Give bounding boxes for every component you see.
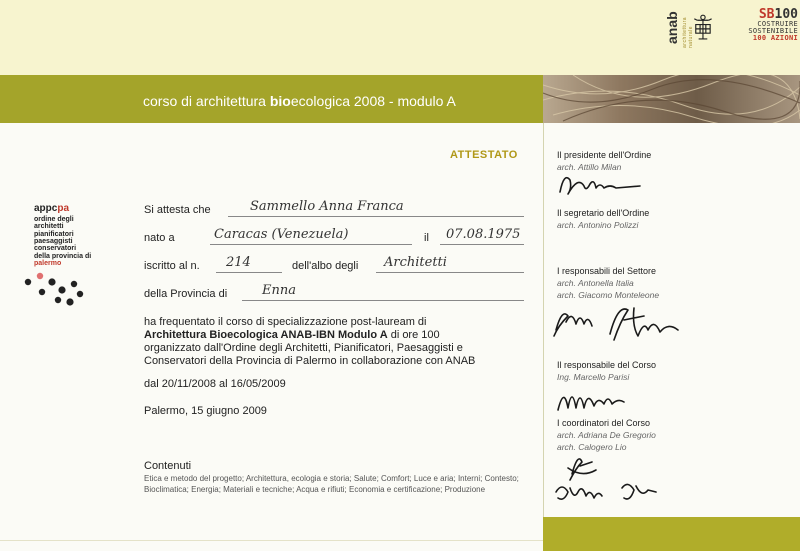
iscritto-line: [216, 272, 282, 273]
appcpa-desc-line: ordine degli: [34, 216, 74, 223]
signatory-role: I coordinatori del Corso: [557, 418, 651, 428]
anab-logo-subtext: architettura naturale: [682, 16, 694, 48]
nato-line: [210, 244, 412, 245]
course-dates: dal 20/11/2008 al 16/05/2009: [144, 378, 286, 390]
para-line3: organizzato dall'Ordine degli Architetti, Pianificatori, Paesaggisti e: [144, 342, 463, 354]
header-band: [0, 0, 800, 75]
column-separator: [543, 123, 544, 517]
appcpa-desc-line: paesaggisti: [34, 238, 73, 246]
signatory-role: Il responsabile del Corso: [557, 360, 657, 370]
signatory-role: I responsabili del Settore: [557, 266, 657, 276]
contents-title: Contenuti: [144, 460, 192, 472]
iscritto-value: 214: [226, 255, 251, 270]
signatory-name: Ing. Marcello Parisi: [557, 372, 630, 382]
il-label: il: [424, 232, 429, 244]
sb-line3: 100 AZIONI: [752, 34, 798, 42]
issue-place-date: Palermo, 15 giugno 2009: [144, 405, 267, 417]
si-attesta-line: [228, 216, 524, 217]
course-title-pre: corso di architettura: [143, 93, 270, 109]
para-line2-rest: di ore 100: [387, 329, 440, 341]
para-line1: ha frequentato il corso di specializzazione post-lauream di: [144, 316, 427, 328]
appcpa-desc-city: palermo: [34, 260, 62, 268]
signatory-name: arch. Antonino Polizzi: [557, 220, 639, 230]
sb-line1: COSTRUIRE: [757, 20, 798, 28]
header-photo: [543, 75, 800, 123]
provincia-label: della Provincia di: [144, 288, 228, 300]
straw-texture: [543, 75, 800, 123]
attestato-label: ATTESTATO: [450, 149, 518, 161]
il-line: [440, 244, 524, 245]
signatory-name: arch. Adriana De Gregorio: [557, 430, 656, 440]
signatory-name: arch. Antonella Italia: [557, 278, 634, 288]
albo-line: [376, 272, 524, 273]
appcpa-desc-line: conservatori: [34, 245, 77, 253]
appcpa-desc-line: pianificatori: [34, 230, 74, 238]
signature-coordinatori: [552, 448, 662, 512]
bottom-olive-band: [543, 517, 800, 551]
si-attesta-label: Si attesta che: [144, 204, 211, 216]
albo-value: Architetti: [384, 255, 447, 270]
appcpa-desc-line: architetti: [34, 223, 64, 231]
signatory-name: arch. Calogero Lio: [557, 442, 627, 452]
signatory-role: Il segretario dell'Ordine: [557, 208, 650, 218]
signatory-name: arch. Attillo Milan: [557, 162, 622, 172]
provincia-value: Enna: [262, 283, 296, 298]
il-value: 07.08.1975: [446, 227, 521, 242]
anab-tree-icon: [690, 6, 726, 46]
para-line2-bold: Architettura Bioecologica ANAB-IBN Modulo A: [144, 329, 388, 341]
course-title-post: ecologica 2008 - modulo A: [290, 93, 456, 109]
appcpa-desc-line: della provincia di: [34, 252, 92, 260]
signatory-role: Il presidente dell'Ordine: [557, 150, 652, 160]
bottom-divider: [0, 540, 543, 541]
sb100-logo: [740, 8, 798, 42]
appcpa-name-suffix: pa: [57, 203, 70, 214]
sb-number: 100: [774, 7, 798, 22]
si-attesta-value: Sammello Anna Franca: [250, 199, 404, 214]
iscritto-label: iscritto al n.: [144, 260, 200, 272]
appcpa-dots-icon: [22, 272, 92, 310]
signatory-name: arch. Giacomo Monteleone: [557, 290, 660, 300]
appcpa-name-prefix: appc: [34, 203, 58, 214]
sb-line2: SOSTENIBILE: [748, 27, 798, 35]
nato-label: nato a: [144, 232, 175, 244]
signature-settore: [548, 300, 688, 344]
course-title-bold: bio: [269, 93, 291, 109]
signature-president: [556, 168, 646, 198]
para-line4: Conservatori della Provincia di Palermo in collaborazione con ANAB: [144, 355, 476, 367]
sb-prefix: SB: [758, 7, 775, 22]
course-paragraph: [144, 316, 539, 368]
course-title: [143, 93, 456, 109]
nato-value: Caracas (Venezuela): [214, 227, 349, 242]
provincia-line: [242, 300, 524, 301]
appcpa-description: [34, 216, 91, 267]
albo-label: dell'albo degli: [292, 260, 359, 272]
contents-text: Etica e metodo del progetto; Architettura, ecologia e storia; Salute; Comfort; Luce e aria; Interni; Contesto; Bioclimatica; Energia; Materiali e tecniche; Acqua e rifiuti; Economia e certificazione; Produzione: [144, 474, 519, 494]
signature-responsabile: [554, 380, 634, 414]
appcpa-logo: [34, 204, 91, 267]
anab-logo-text: anab: [664, 11, 680, 44]
